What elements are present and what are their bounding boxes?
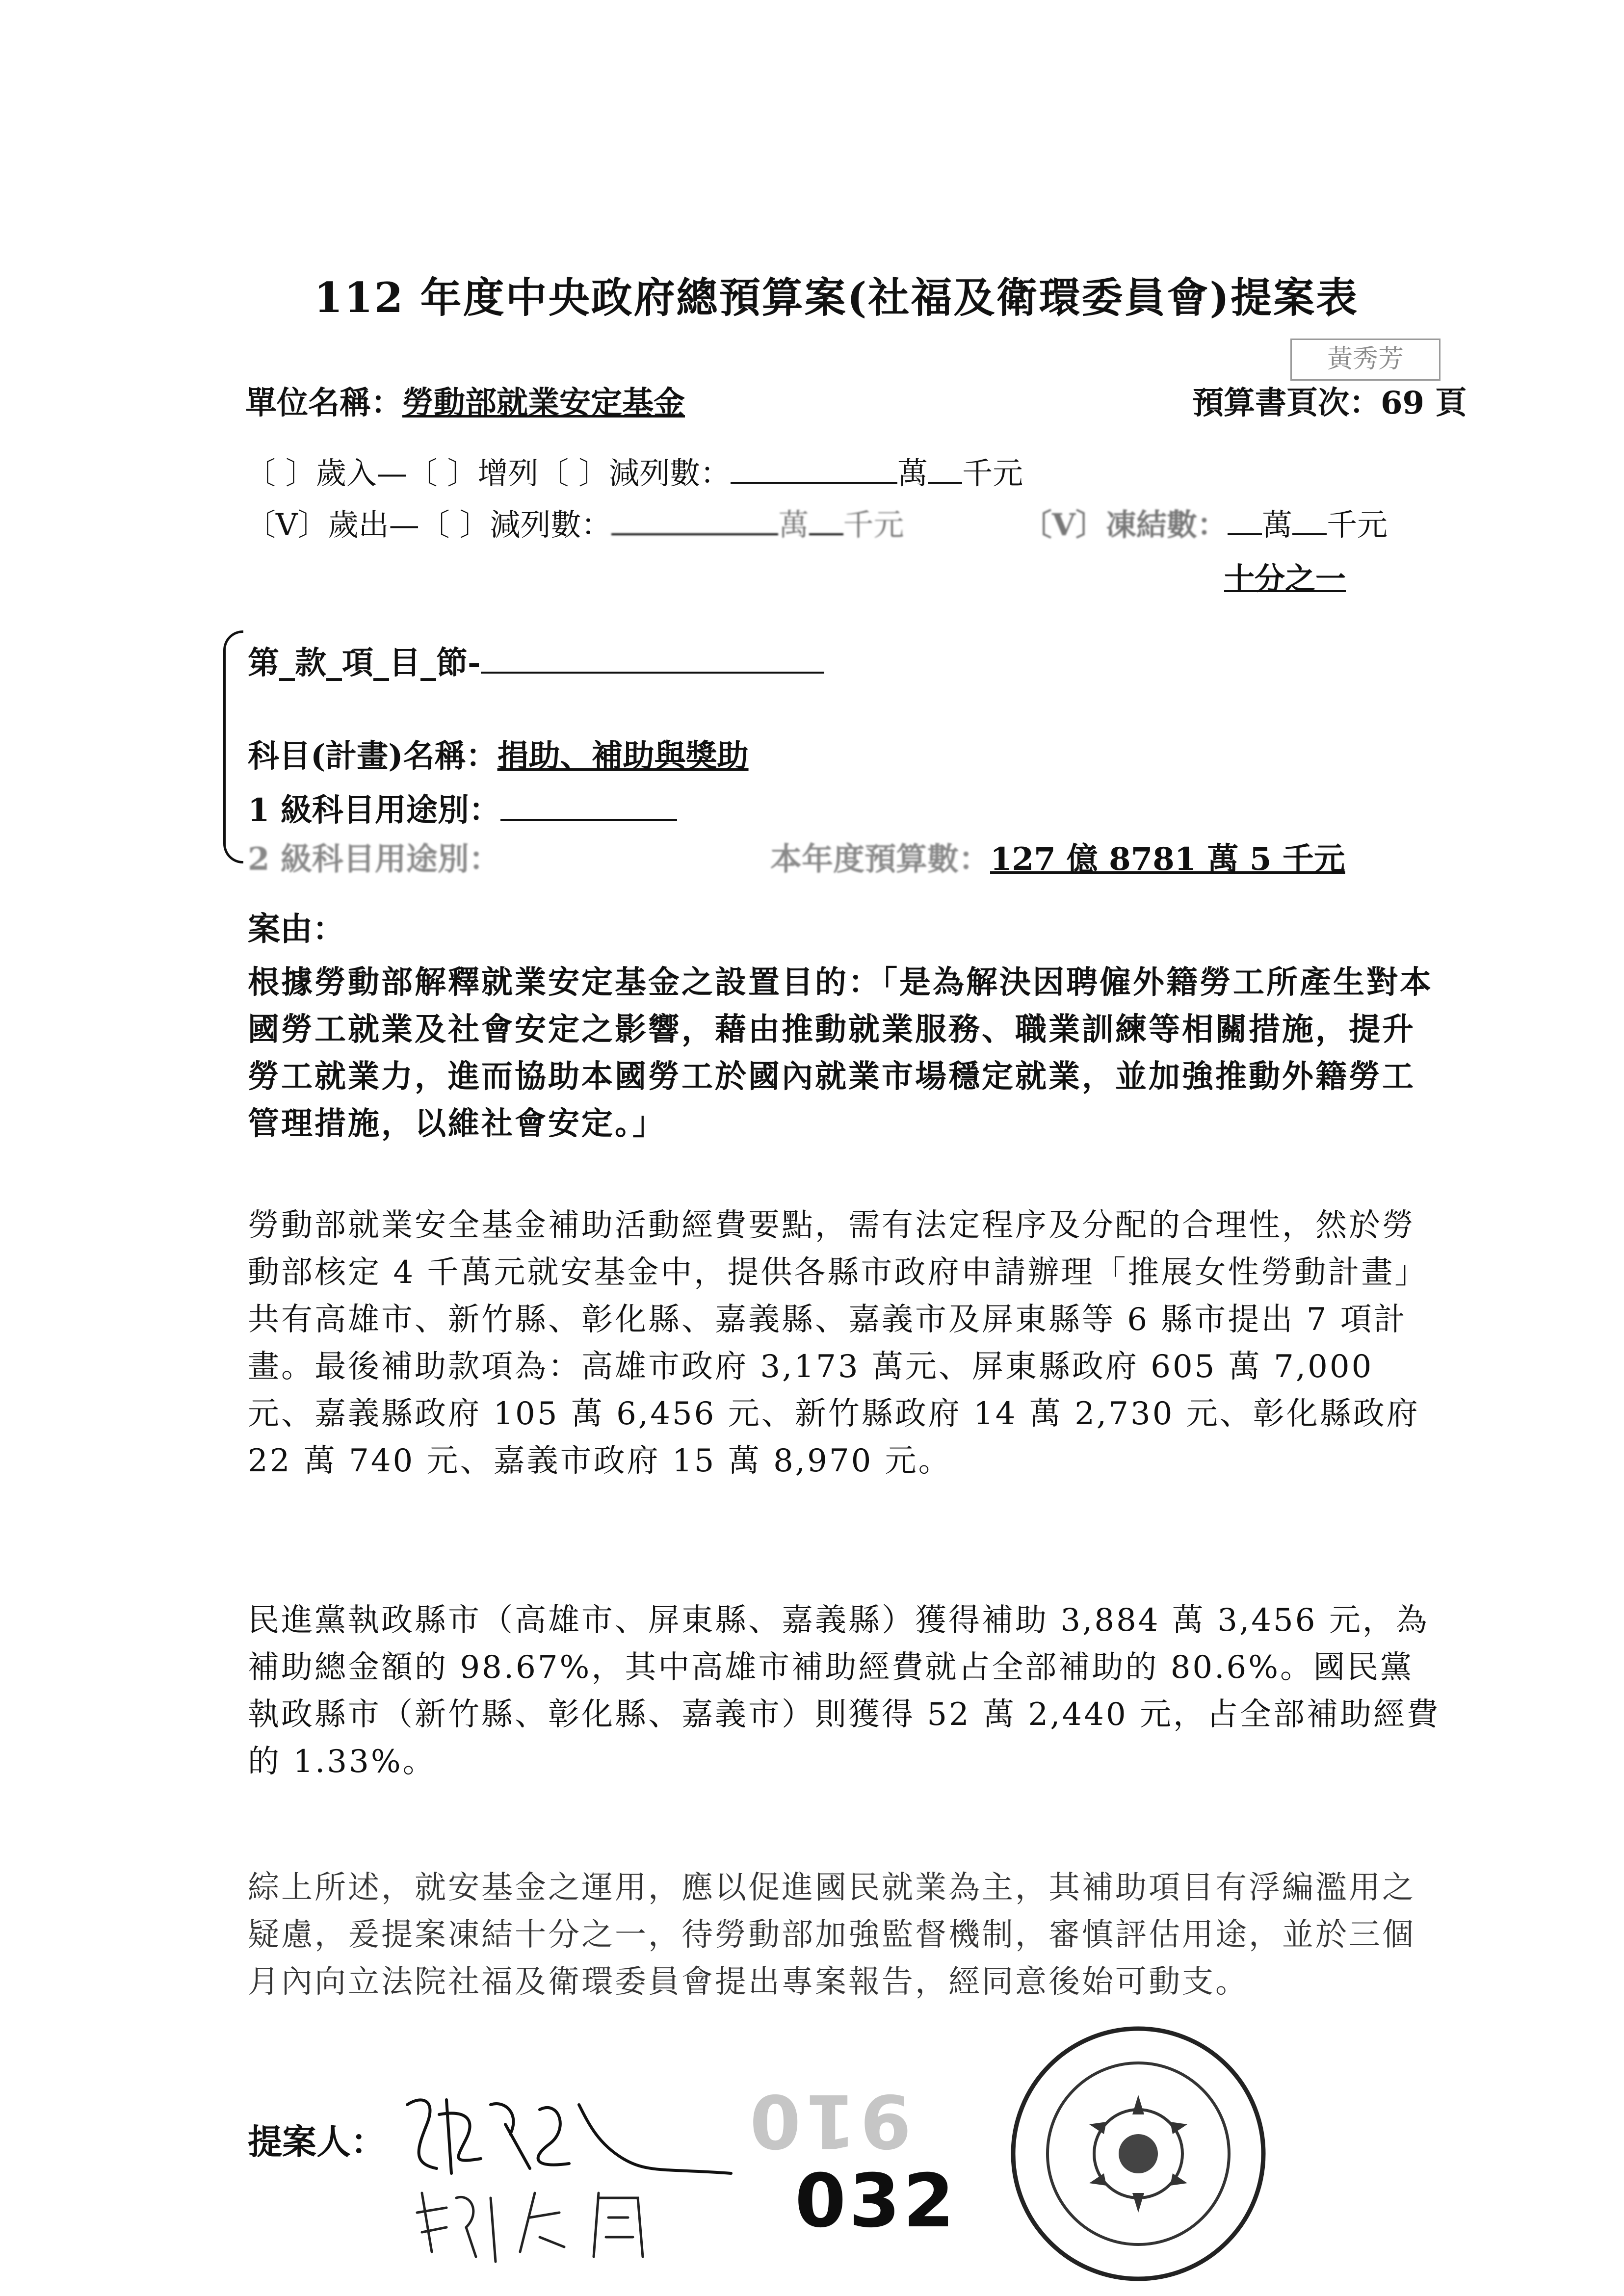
level2-purpose-label: 2 級科目用途別： — [248, 841, 500, 878]
proposer-label: 提案人： — [248, 2121, 385, 2162]
income-qian-blank — [928, 451, 962, 484]
section-line-1-label: 第_款_項_目_節- — [248, 645, 481, 681]
section-line-4 — [248, 834, 500, 879]
proposer-signature-1 — [393, 2085, 736, 2183]
section-line-1-blank — [481, 640, 824, 674]
freeze-wan-blank — [1228, 503, 1262, 535]
program-name-label: 科目(計畫)名稱： — [248, 738, 498, 775]
reason-paragraph-4: 綜上所述，就安基金之運用，應以促進國民就業為主，其補助項目有浮編濫用之疑慮，爰提案凍結十分之一，待勞動部加強監督機制，審慎評估用途，並於三個月內向立法院社福及衛環委員會提出專案報告，經同意後始可動支。 — [248, 1870, 1415, 2000]
income-qian-unit: 千元 — [962, 455, 1023, 491]
freeze-qian-unit: 千元 — [1327, 507, 1388, 543]
section-line-2 — [248, 731, 749, 776]
page-number-ghost: 910 — [746, 2078, 912, 2163]
annual-budget-row — [770, 834, 1345, 879]
expense-qian-unit: 千元 — [843, 507, 904, 543]
page-number: 032 — [795, 2159, 958, 2244]
freeze-label: 〔V〕凍結數： — [1021, 507, 1228, 543]
expense-qian-blank — [809, 503, 843, 535]
level1-purpose-blank — [500, 787, 677, 821]
proposer-signature-2 — [412, 2178, 687, 2267]
expense-row-prefix: 〔V〕歲出—〔 〕減列數： — [245, 507, 612, 543]
budget-page-reference: 預算書頁次：69 頁 — [1192, 385, 1467, 421]
annual-budget-label: 本年度預算數： — [770, 841, 990, 878]
section-bracket — [223, 630, 243, 863]
document-title: 112 年度中央政府總預算案(社福及衛環委員會)提案表 — [314, 273, 1359, 322]
reason-paragraph-2: 勞動部就業安全基金補助活動經費要點，需有法定程序及分配的合理性，然於勞動部核定 4 千萬元就安基金中，提供各縣市政府申請辦理「推展女性勞動計畫」共有高雄市、新竹縣、彰化縣、嘉義縣、嘉義市及屏東縣等 6 縣市提出 7 項計畫。最後補助款項為：高雄市政府 3,173 萬元、屏東縣政府 605 萬 7,000 元、嘉義縣政府 105 萬 6,456 元、新竹縣政府 14 萬 2,730 元、彰化縣政府 22 萬 740 元、嘉義市政府 15 萬 8,970 元。 — [248, 1207, 1428, 1479]
freeze-qian-blank — [1292, 503, 1327, 535]
unit-label: 單位名稱： — [245, 385, 402, 421]
program-name-value: 捐助、補助與獎助 — [497, 738, 749, 775]
top-name-stamp: 黃秀芳 — [1290, 339, 1441, 381]
expense-row — [245, 500, 1388, 544]
reason-paragraph-1: 根據勞動部解釋就業安定基金之設置目的：「是為解決因聘僱外籍勞工所產生對本國勞工就業及社會安定之影響，藉由推動就業服務、職業訓練等相關措施，提升勞工就業力，進而協助本國勞工於國內就業市場穩定就業，並加強推動外籍勞工管理措施，以維社會安定。」 — [248, 964, 1433, 1142]
reason-heading: 案由： — [248, 910, 345, 948]
income-row-prefix: 〔 〕歲入—〔 〕增列〔 〕減列數： — [245, 455, 731, 491]
reason-paragraph-3: 民進黨執政縣市（高雄市、屏東縣、嘉義縣）獲得補助 3,884 萬 3,456 元，為補助總金額的 98.67%，其中高雄市補助經費就占全部補助的 80.6%。國民黨執政縣市（新竹縣、彰化縣、嘉義市）則獲得 52 萬 2,440 元，占全部補助經費的 1.33%。 — [248, 1602, 1441, 1780]
section-line-3 — [248, 785, 677, 830]
annual-budget-value: 127 億 8781 萬 5 千元 — [990, 841, 1345, 878]
unit-value: 勞動部就業安定基金 — [402, 385, 685, 421]
expense-wan-unit: 萬 — [778, 507, 809, 543]
level1-purpose-label: 1 級科目用途別： — [248, 792, 500, 829]
freeze-fraction: 十分之一 — [1224, 561, 1346, 597]
income-wan-unit: 萬 — [897, 455, 928, 491]
legislative-seal — [1001, 2016, 1276, 2291]
section-line-1 — [248, 638, 824, 683]
income-row — [245, 449, 1023, 493]
income-amount-blank — [731, 451, 897, 484]
unit-name-row — [245, 378, 685, 423]
freeze-wan-unit: 萬 — [1262, 507, 1293, 543]
expense-amount-blank — [611, 503, 778, 535]
